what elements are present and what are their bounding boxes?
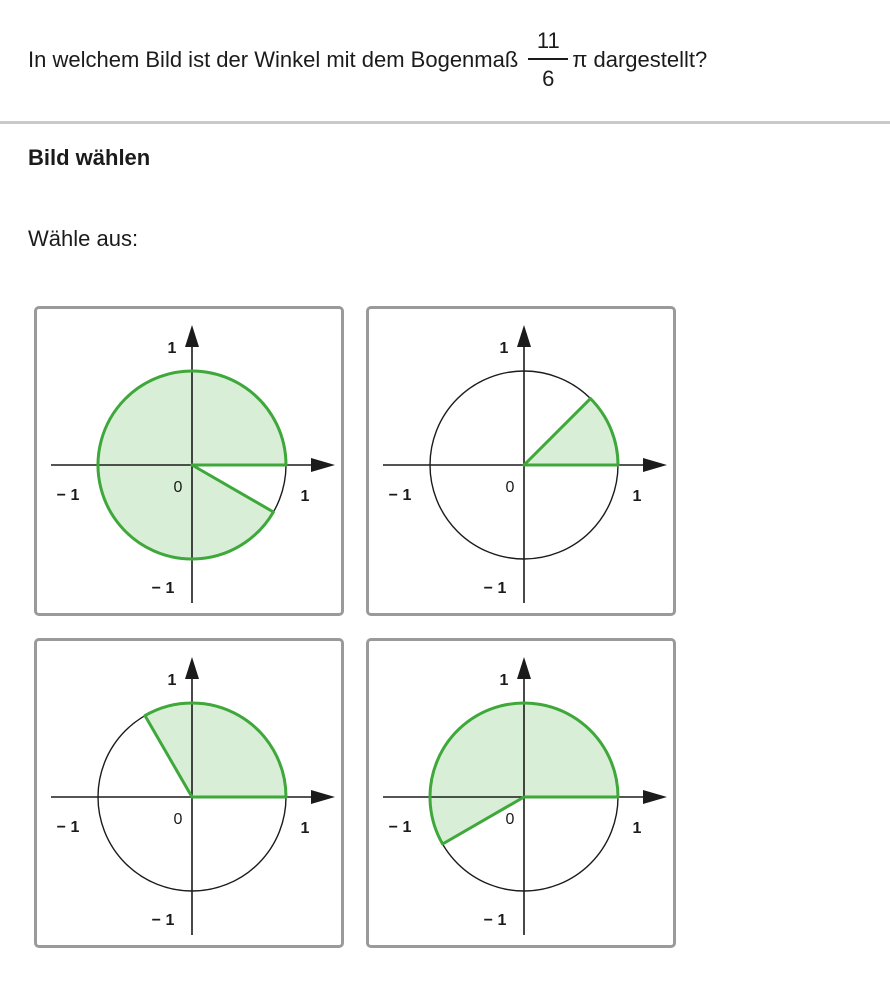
fraction-numerator: 11 (536, 28, 560, 53)
origin-label: 0 (173, 811, 183, 828)
pi-symbol: π (572, 47, 588, 72)
y-pos-label: 1 (499, 672, 509, 689)
y-neg-label: − 1 (483, 912, 507, 929)
x-pos-label: 1 (632, 488, 642, 505)
section-heading: Bild wählen (28, 145, 151, 170)
y-neg-label: − 1 (151, 912, 175, 929)
question-prefix: In welchem Bild ist der Winkel mit dem Bogenmaß (28, 47, 519, 72)
y-neg-label: − 1 (483, 580, 507, 597)
y-axis-arrow (185, 325, 199, 347)
x-axis-arrow (311, 458, 335, 472)
angle-sector (524, 399, 618, 465)
question-suffix: dargestellt? (593, 47, 708, 72)
unit-circle-diagram (369, 309, 679, 619)
x-pos-label: 1 (300, 488, 310, 505)
origin-label: 0 (173, 479, 183, 496)
y-axis-arrow (517, 325, 531, 347)
x-pos-label: 1 (632, 820, 642, 837)
unit-circle-diagram (37, 309, 347, 619)
unit-circle-diagram (369, 641, 679, 951)
y-neg-label: − 1 (151, 580, 175, 597)
y-pos-label: 1 (167, 672, 177, 689)
y-axis-arrow (185, 657, 199, 679)
x-pos-label: 1 (300, 820, 310, 837)
angle-fraction (528, 30, 568, 90)
x-neg-label: − 1 (56, 487, 80, 504)
y-pos-label: 1 (499, 340, 509, 357)
y-pos-label: 1 (167, 340, 177, 357)
x-axis-arrow (643, 790, 667, 804)
answer-option-4[interactable] (366, 638, 676, 948)
section-divider (0, 121, 890, 124)
unit-circle-diagram (37, 641, 347, 951)
answer-option-2[interactable] (366, 306, 676, 616)
answer-option-1[interactable] (34, 306, 344, 616)
answer-option-3[interactable] (34, 638, 344, 948)
origin-label: 0 (505, 811, 515, 828)
x-neg-label: − 1 (56, 819, 80, 836)
x-axis-arrow (311, 790, 335, 804)
x-axis-arrow (643, 458, 667, 472)
question-text (28, 22, 878, 98)
fraction-denominator: 6 (542, 66, 555, 91)
x-neg-label: − 1 (388, 819, 412, 836)
x-neg-label: − 1 (388, 487, 412, 504)
instruction-text: Wähle aus: (28, 226, 139, 251)
y-axis-arrow (517, 657, 531, 679)
origin-label: 0 (505, 479, 515, 496)
